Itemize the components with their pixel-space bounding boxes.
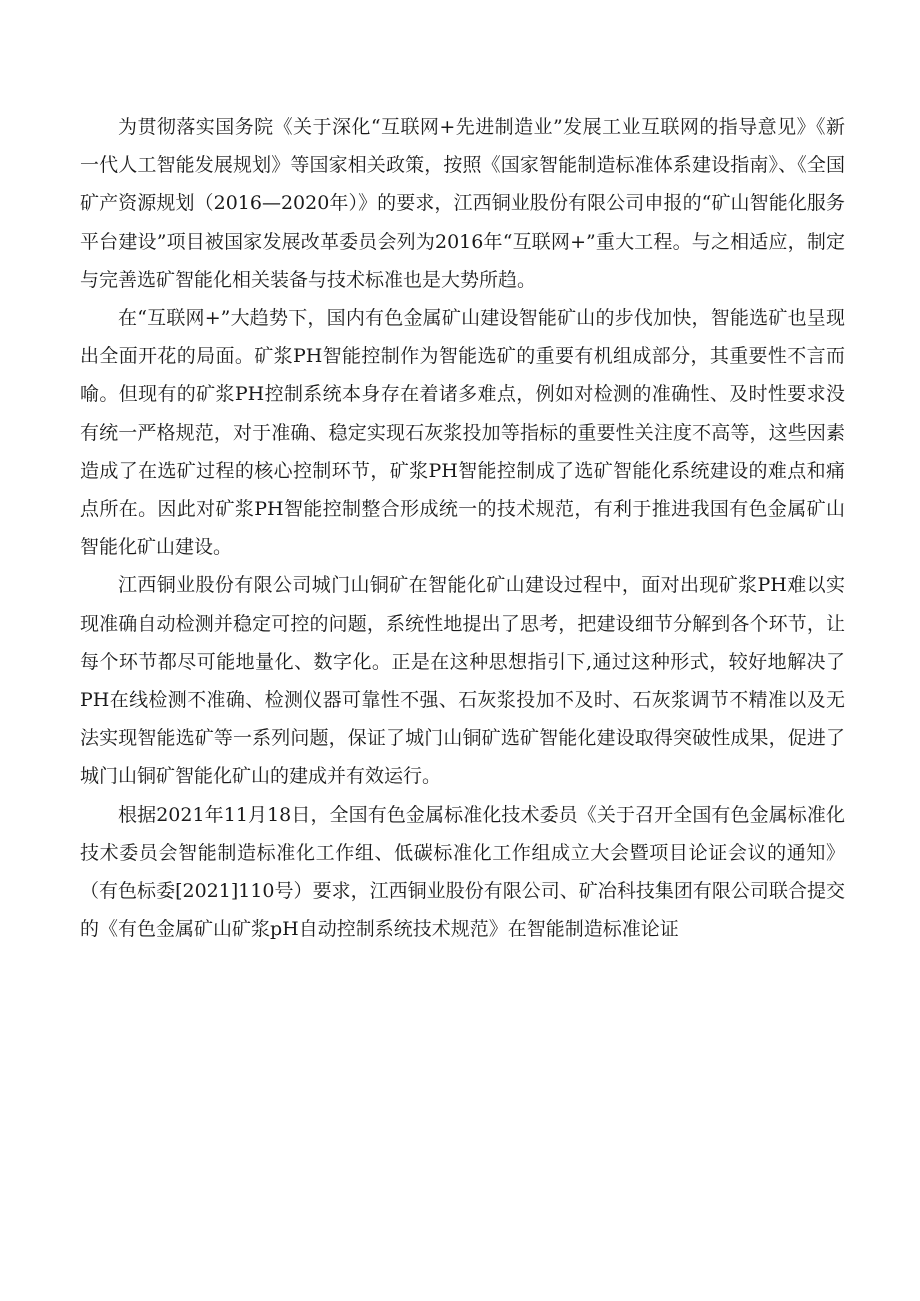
paragraph-standard-proposal: 根据2021年11月18日，全国有色金属标准化技术委员《关于召开全国有色金属标准化技术委员会智能制造标准化工作组、低碳标准化工作组成立大会暨项目论证会议的通知》（有色标委[2021]110号）要求，江西铜业股份有限公司、矿冶科技集团有限公司联合提交的《有色金属矿山矿浆pH自动控制系统技术规范》在智能制造标准论证: [80, 803, 845, 941]
paragraph-chengmenshan-practice: 江西铜业股份有限公司城门山铜矿在智能化矿山建设过程中，面对出现矿浆PH难以实现准确自动检测并稳定可控的问题，系统性地提出了思考，把建设细节分解到各个环节，让每个环节都尽可能地量化、数字化。正是在这种思想指引下,通过这种形式，较好地解决了PH在线检测不准确、检测仪器可靠性不强、石灰浆投加不及时、石灰浆调节不精准以及无法实现智能选矿等一系列问题，保证了城门山铜矿选矿智能化建设取得突破性成果，促进了城门山铜矿智能化矿山的建成并有效运行。: [80, 574, 845, 788]
document-body: [80, 108, 845, 948]
paragraph-industry-trend: 在“互联网+”大趋势下，国内有色金属矿山建设智能矿山的步伐加快，智能选矿也呈现出全面开花的局面。矿浆PH智能控制作为智能选矿的重要有机组成部分，其重要性不言而喻。但现有的矿浆PH控制系统本身存在着诸多难点，例如对检测的准确性、及时性要求没有统一严格规范，对于准确、稳定实现石灰浆投加等指标的重要性关注度不高等，这些因素造成了在选矿过程的核心控制环节，矿浆PH智能控制成了选矿智能化系统建设的难点和痛点所在。因此对矿浆PH智能控制整合形成统一的技术规范，有利于推进我国有色金属矿山智能化矿山建设。: [80, 307, 845, 559]
paragraph-policy-background: 为贯彻落实国务院《关于深化“互联网+先进制造业”发展工业互联网的指导意见》《新一代人工智能发展规划》等国家相关政策，按照《国家智能制造标准体系建设指南》、《全国矿产资源规划（2016—2020年）》的要求，江西铜业股份有限公司申报的“矿山智能化服务平台建设”项目被国家发展改革委员会列为2016年“互联网+”重大工程。与之相适应，制定与完善选矿智能化相关装备与技术标准也是大势所趋。: [80, 116, 845, 291]
